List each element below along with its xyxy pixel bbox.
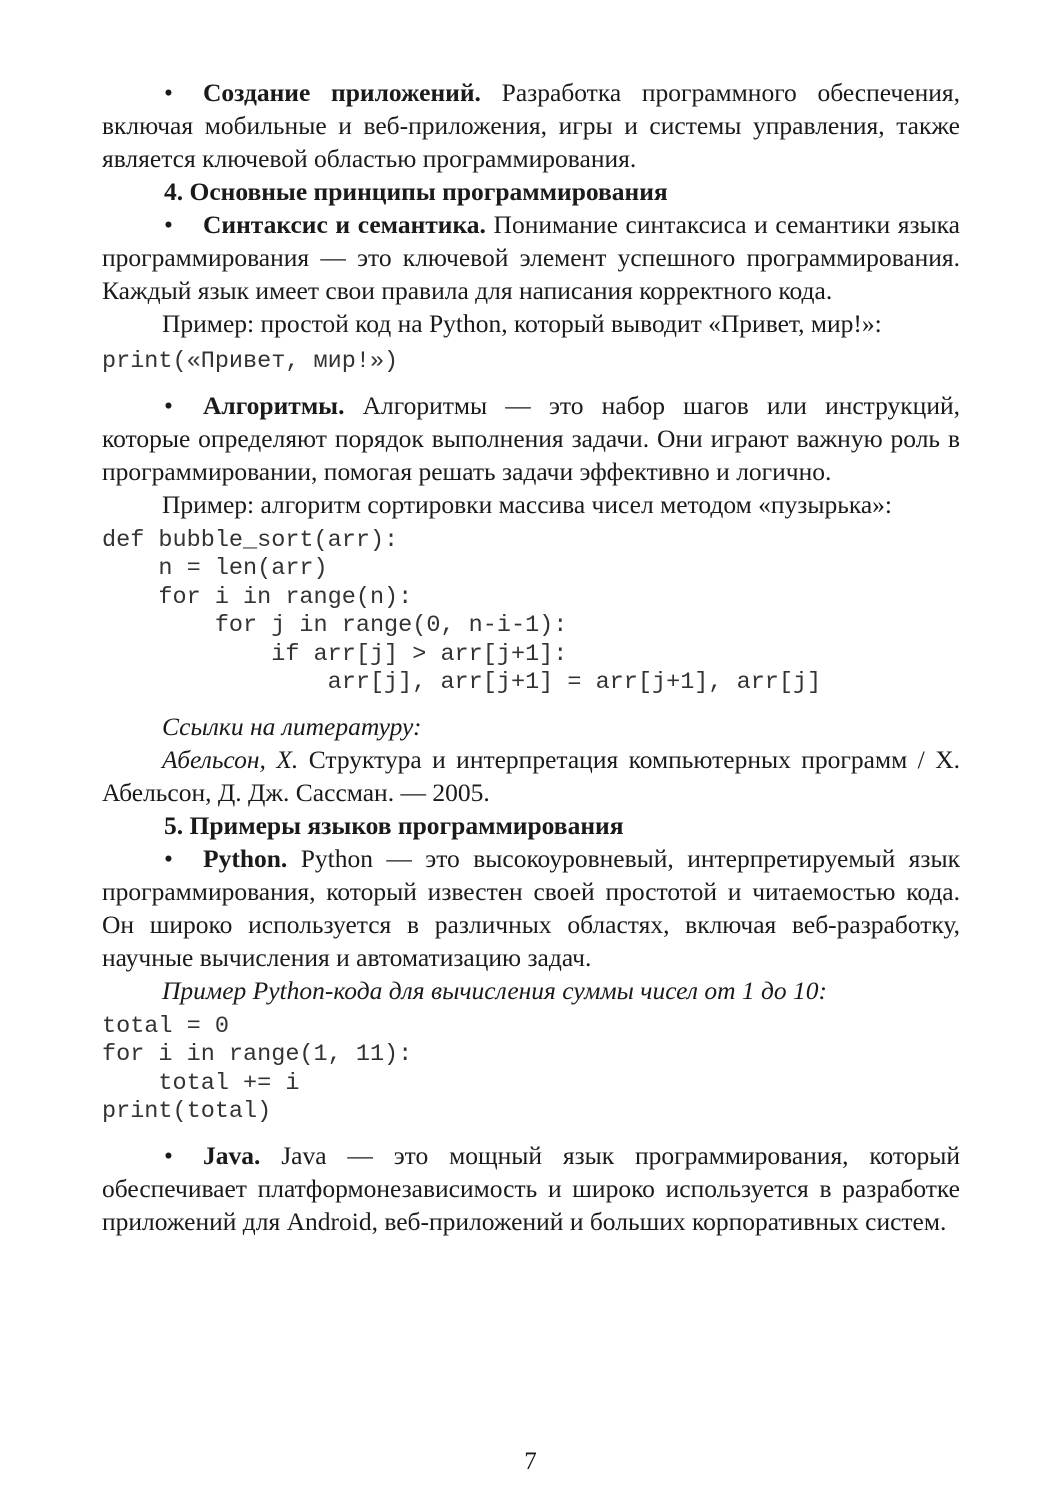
term-syntax-semantics: Синтаксис и семантика. bbox=[203, 210, 486, 239]
paragraph-bubble-sort-intro: Пример: алгоритм сортировки массива чисел методом «пузырька»: bbox=[162, 489, 892, 519]
paragraph-python: • Python. Python — это высокоуровневый, интерпретируемый язык программирования, который известен своей простотой и читаемостью кода. Он широко используется в различных областях, включая веб-разработку, научные вычисления и автоматизацию задач. bbox=[102, 843, 960, 972]
page-number: 7 bbox=[524, 1448, 537, 1475]
bullet-icon: • bbox=[164, 843, 173, 873]
term-python: Python. bbox=[203, 843, 288, 873]
references-heading: Ссылки на литературу: bbox=[162, 711, 422, 741]
bullet-icon: • bbox=[164, 1140, 173, 1170]
paragraph-java: • Java. Java — это мощный язык программирования, который обеспечивает платформонезависимость и широко используется в разработке приложений для Android, веб-приложений и больших корпоративных систем. bbox=[102, 1140, 960, 1236]
paragraph-syntax-semantics: • Синтаксис и семантика. Понимание синтаксиса и семантики языка программирования — это ключевой элемент успешного программирования. Каждый язык имеет свои правила для написания корректного кода. bbox=[102, 210, 960, 305]
term-algorithms: Алгоритмы. bbox=[203, 390, 345, 420]
section-heading-4: 4. Основные принципы программирования bbox=[164, 177, 668, 206]
reference-entry: Абельсон, Х. Структура и интерпретация компьютерных программ / Х. Абельсон, Д. Дж. Сассман. — 2005. bbox=[102, 744, 960, 807]
code-block-hello-world: print(«Привет, мир!») bbox=[102, 348, 399, 375]
paragraph-python-example-intro: Пример: простой код на Python, который выводит «Привет, мир!»: bbox=[162, 309, 882, 338]
bullet-icon: • bbox=[164, 390, 173, 420]
paragraph-algorithms: • Алгоритмы. Алгоритмы — это набор шагов или инструкций, которые определяют порядок выполнения задачи. Они играют важную роль в программировании, помогая решать задачи эффективно и логично. bbox=[102, 390, 960, 486]
paragraph-python-sum-intro: Пример Python-кода для вычисления суммы чисел от 1 до 10: bbox=[162, 975, 828, 1005]
code-block-bubble-sort: def bubble_sort(arr): n = len(arr) for i in range(n): for j in range(0, n-i-1): if arr[j] > arr[j+1]: arr[j], arr[j+1] = arr[j+1], arr[j] bbox=[102, 526, 822, 696]
paragraph-app-development: • Создание приложений. Разработка программного обеспечения, включая мобильные и веб-приложения, игры и системы управления, также является ключевой областью программирования. bbox=[102, 78, 960, 173]
term-app-development: Создание приложений. bbox=[203, 78, 481, 107]
term-java: Java. bbox=[203, 1140, 261, 1170]
reference-author: Абельсон, Х. bbox=[162, 744, 299, 774]
page-content bbox=[102, 76, 960, 1238]
bullet-icon: • bbox=[164, 78, 173, 107]
bullet-icon: • bbox=[164, 210, 173, 239]
section-heading-5: 5. Примеры языков программирования bbox=[164, 810, 624, 840]
code-block-sum: total = 0 for i in range(1, 11): total += i print(total) bbox=[102, 1012, 413, 1125]
